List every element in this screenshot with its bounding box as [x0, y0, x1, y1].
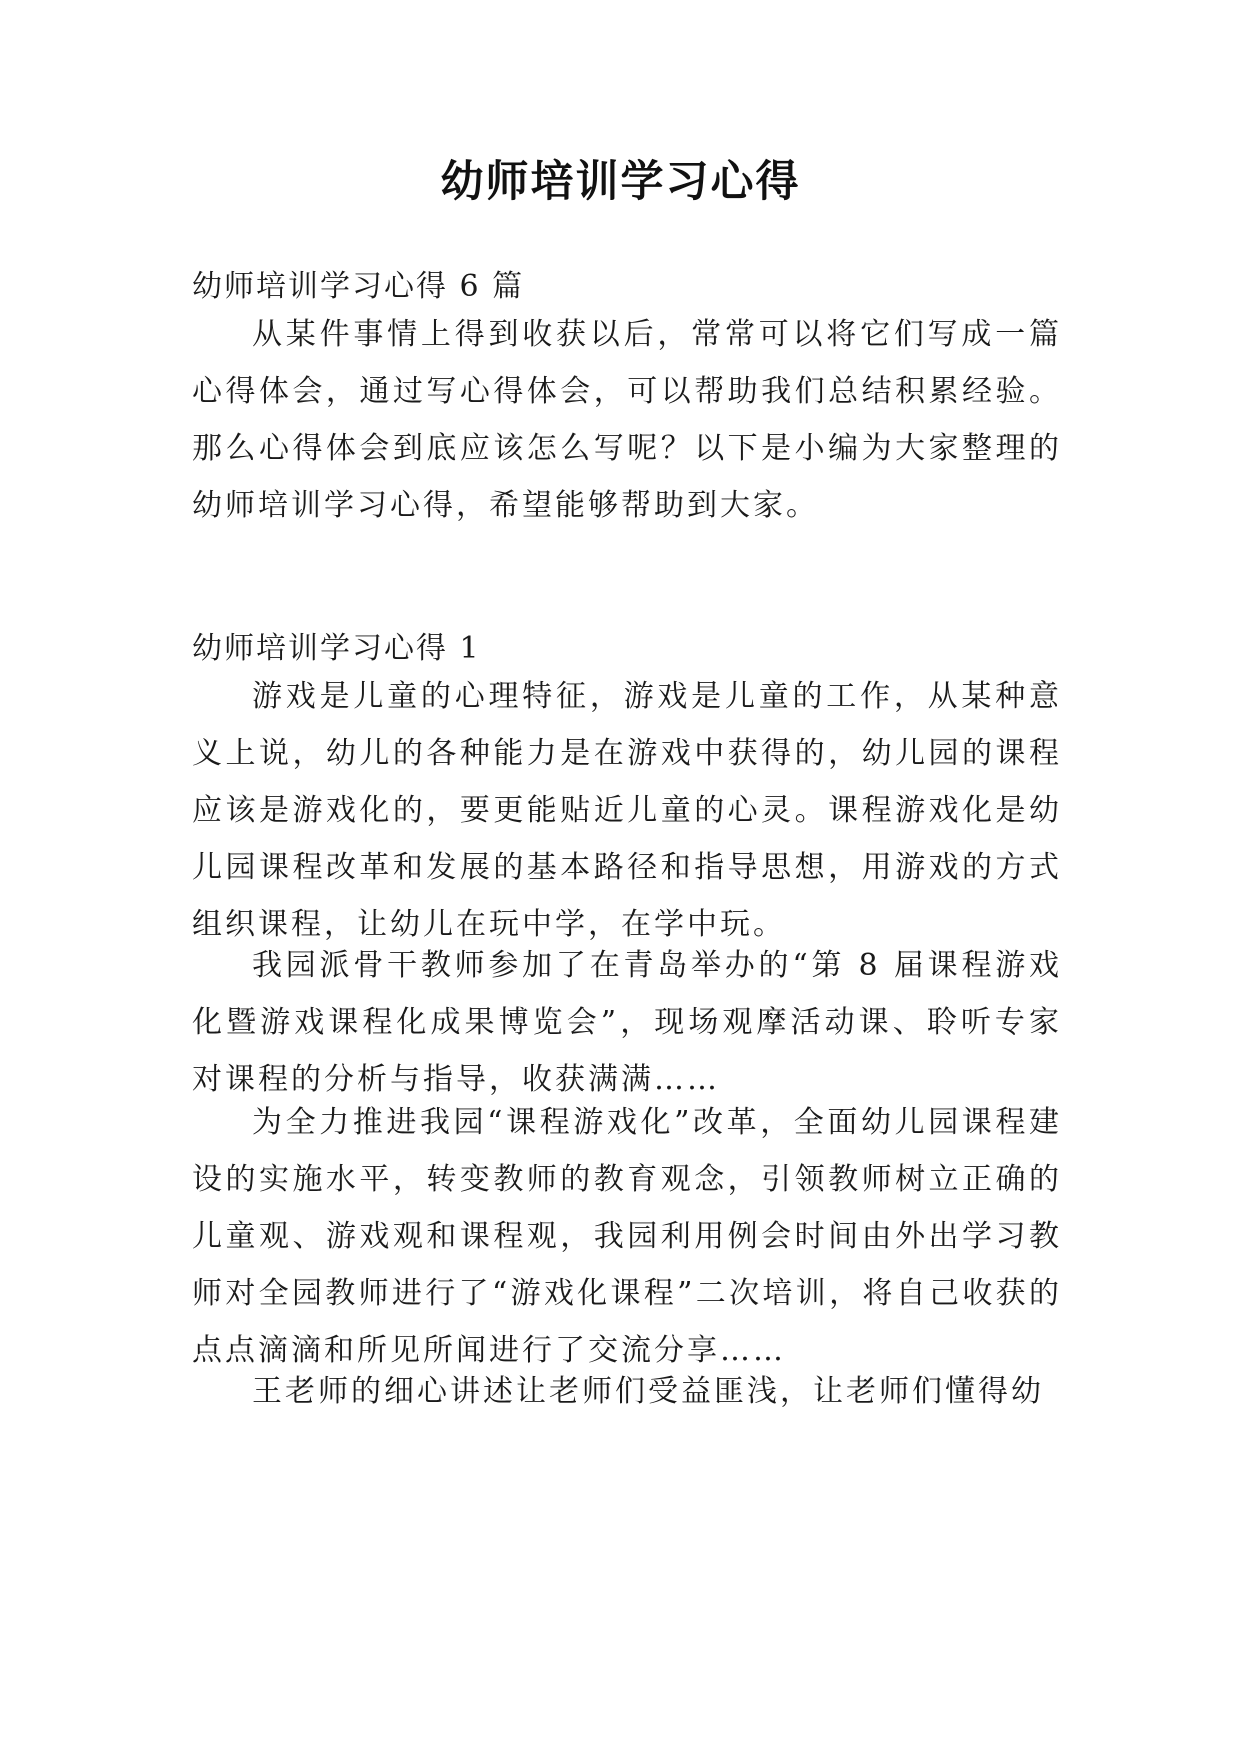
body-paragraph-1: 游戏是儿童的心理特征，游戏是儿童的工作，从某种意义上说，幼儿的各种能力是在游戏中获得的，幼儿园的课程应该是游戏化的，要更能贴近儿童的心灵。课程游戏化是幼儿园课程改革和发展的基本路径和指导思想，用游戏的方式组织课程，让幼儿在玩中学，在学中玩。 [192, 679, 1062, 942]
body-paragraph-2: 我园派骨干教师参加了在青岛举办的“第 8 届课程游戏化暨游戏课程化成果博览会”，现场观摩活动课、聆听专家对课程的分析与指导，收获满满…… [192, 948, 1062, 1097]
intro-paragraph: 从某件事情上得到收获以后，常常可以将它们写成一篇心得体会，通过写心得体会，可以帮助我们总结积累经验。那么心得体会到底应该怎么写呢？以下是小编为大家整理的幼师培训学习心得，希望能够帮助到大家。 [192, 317, 1062, 523]
section-heading: 幼师培训学习心得 1 [192, 631, 481, 666]
document-title: 幼师培训学习心得 [440, 157, 801, 207]
document-subtitle: 幼师培训学习心得 6 篇 [192, 269, 525, 304]
body-paragraph-3: 为全力推进我园“课程游戏化”改革，全面幼儿园课程建设的实施水平，转变教师的教育观念，引领教师树立正确的儿童观、游戏观和课程观，我园利用例会时间由外出学习教师对全园教师进行了“游戏化课程”二次培训，将自己收获的点点滴滴和所见所闻进行了交流分享…… [192, 1105, 1062, 1368]
body-paragraph-4: 王老师的细心讲述让老师们受益匪浅，让老师们懂得幼 [252, 1374, 1044, 1409]
